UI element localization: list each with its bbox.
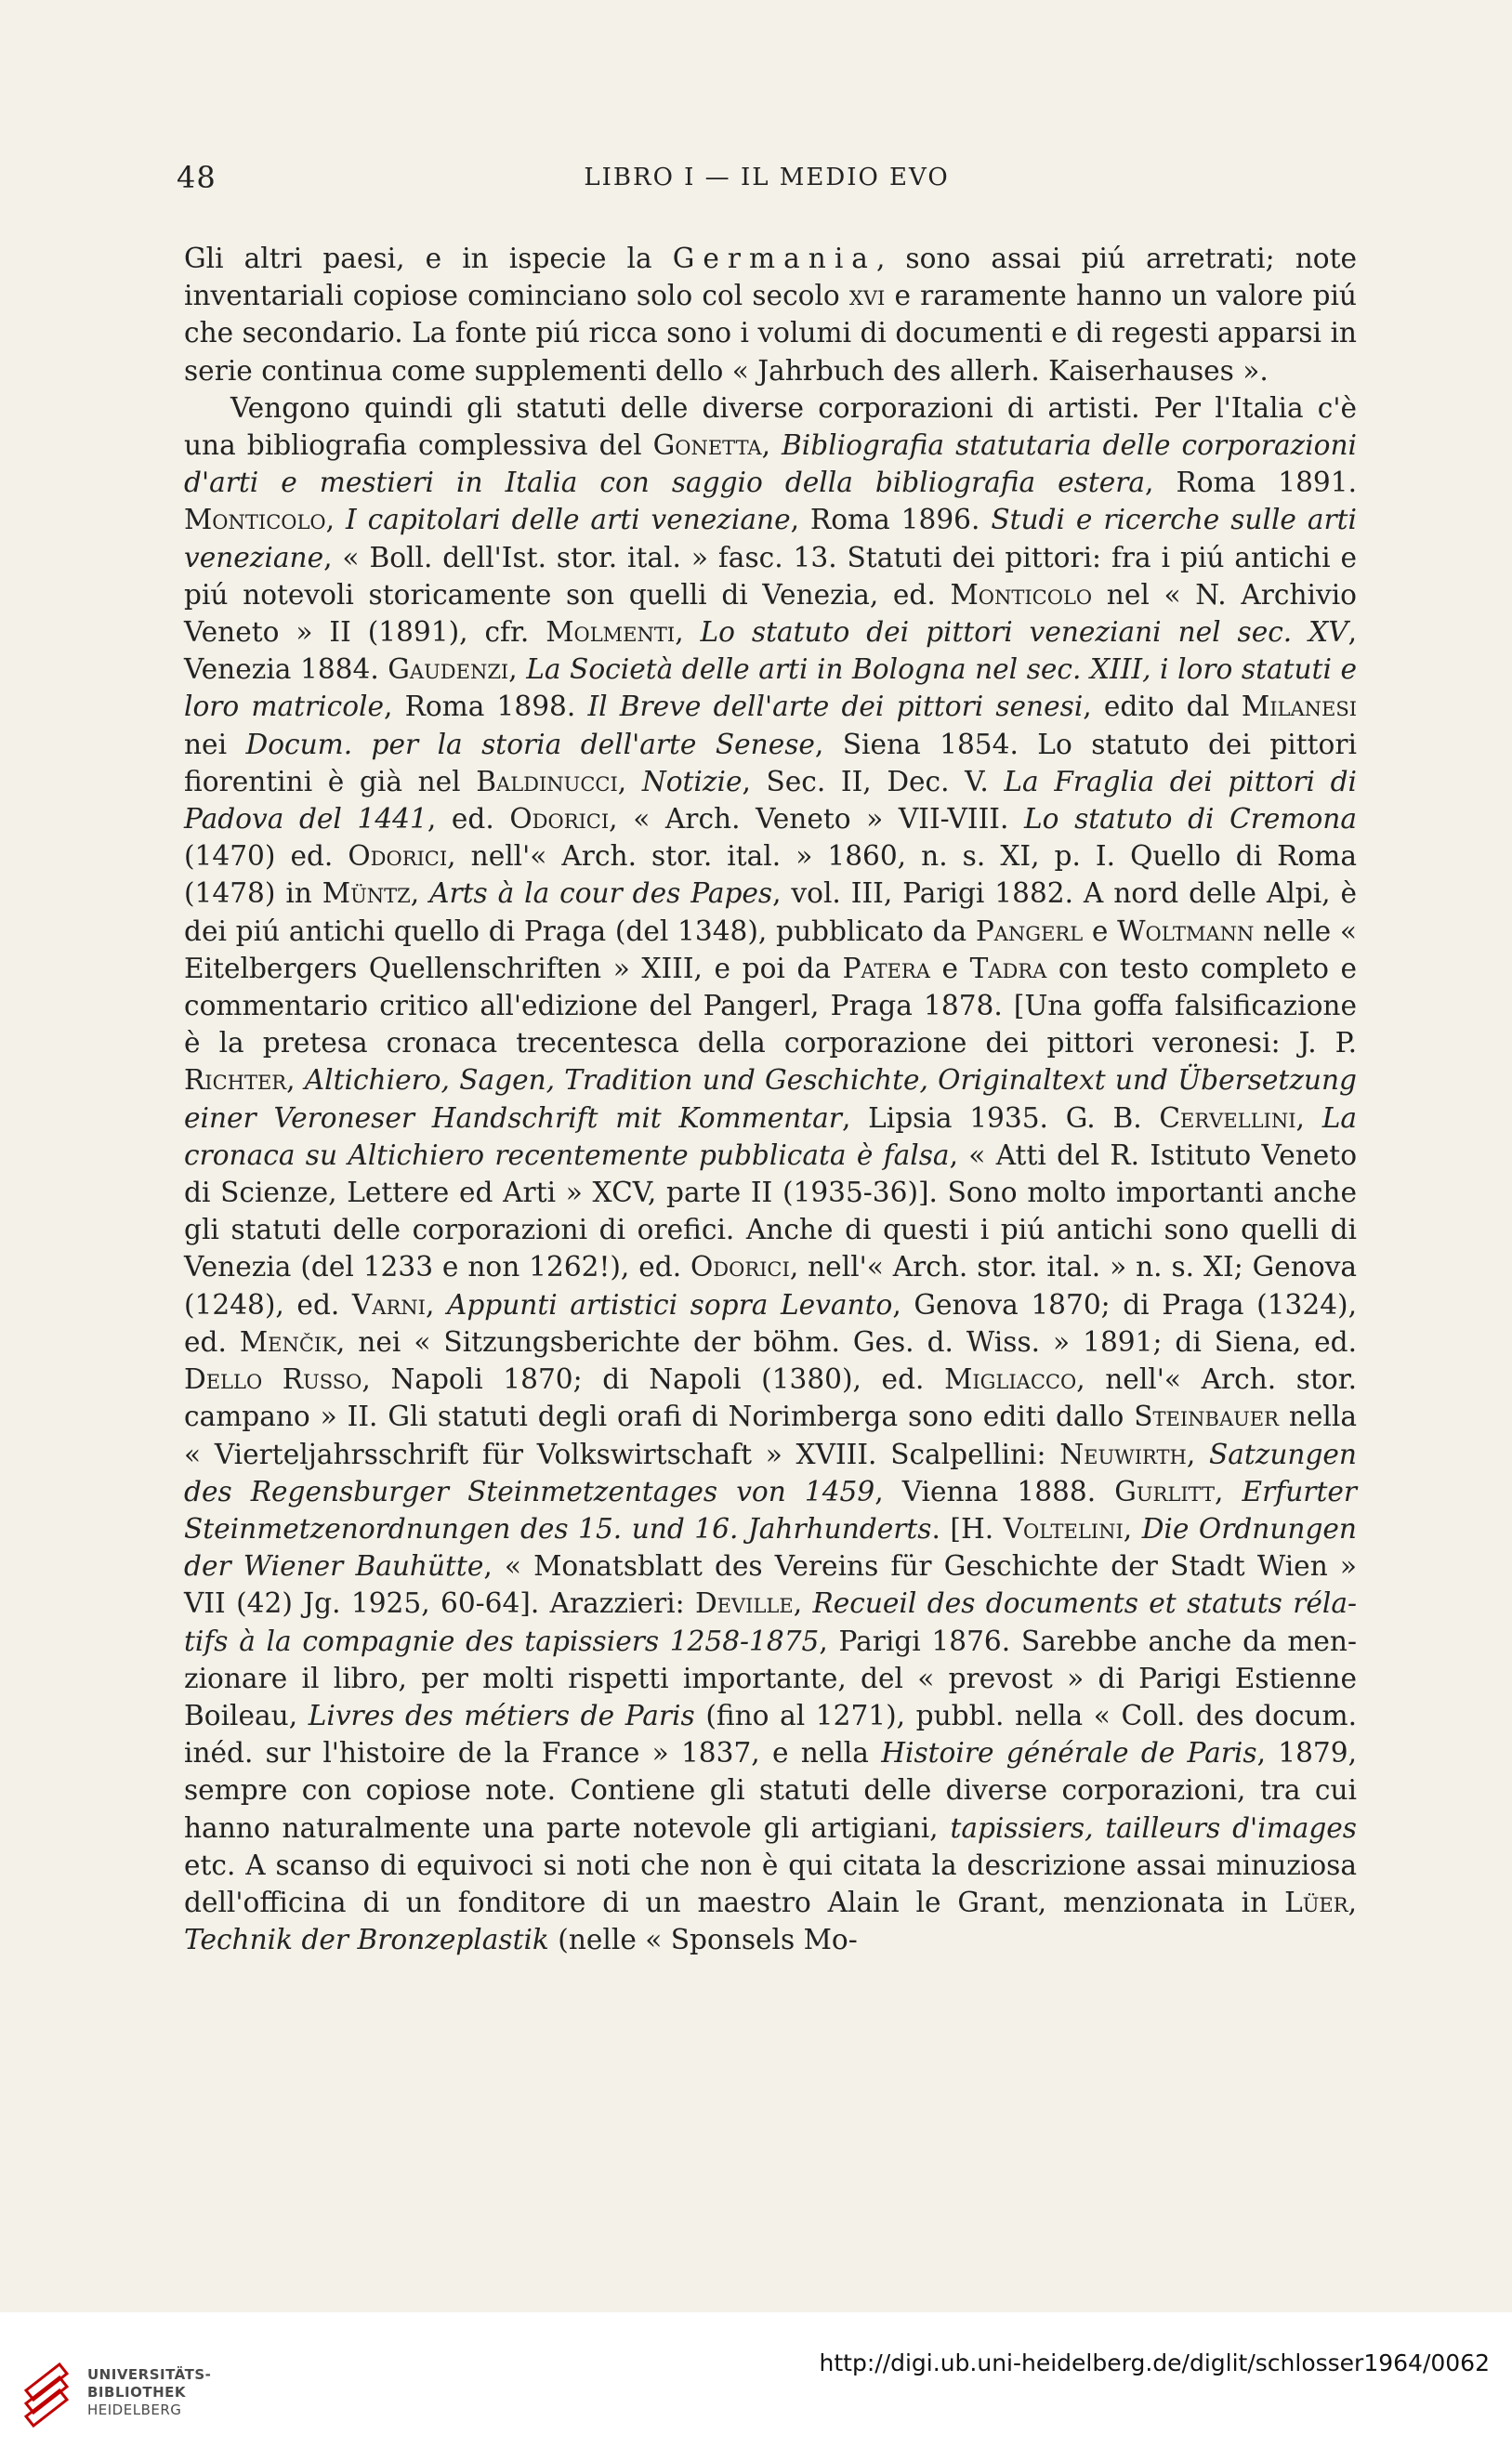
author-name: Dello Russo: [184, 1363, 362, 1396]
author-name: Odorici: [690, 1251, 790, 1283]
author-name: Steinbauer: [1134, 1401, 1279, 1433]
work-title: La cronaca su Altichiero recentemente pubblicata è falsa: [184, 1101, 1357, 1171]
author-name: Milanesi: [1241, 691, 1358, 723]
page-header: [177, 160, 1357, 197]
work-title: Altichiero, Sagen, Tradition und Geschichte, Originaltext und Übersetzung einer Veroneser Handschrift mit Kommentar: [184, 1064, 1357, 1134]
author-name: Odorici: [348, 840, 448, 873]
author-name: Deville: [694, 1587, 794, 1620]
work-title: Il Breve dell'arte dei pittori senesi: [587, 691, 1084, 723]
author-name: Monticolo: [950, 578, 1093, 611]
paragraph-1: Gli altri paesi, e in ispecie la Germania, sono assai piú arretrati; note inventariali copiose cominciano solo col secolo xvi e raramente hanno un valore piú che secondario. La fonte piú ricca sono i volumi di documenti e di regesti apparsi in serie continua come supplementi dello « Jahrbuch des allerh. Kaiserhauses ».: [184, 243, 1357, 387]
work-title: Histoire générale de Paris: [881, 1737, 1257, 1770]
work-title: La Fraglia dei pittori di Padova del 1441: [184, 765, 1358, 836]
work-title: Recueil des documents et statuts rélatifs à la compagnie des tapissiers 1258-1875: [184, 1587, 1357, 1657]
work-title: Erfurter Steinmetzenordnungen des 15. und 16. Jahrhunderts: [184, 1475, 1357, 1545]
author-name: Woltmann: [1117, 915, 1255, 947]
author-name: Migliacco: [944, 1363, 1077, 1396]
work-title: Technik der Bronzeplastik: [184, 1924, 549, 1956]
author-name: Molmenti: [546, 616, 676, 649]
author-name: Voltelini: [1003, 1512, 1124, 1545]
work-title: La Società delle arti in Bologna nel sec. XIII, i loro statuti e loro matricole: [184, 653, 1357, 723]
paragraph-2: Vengono quindi gli statuti delle diverse corporazioni di artisti. Per l'Italia c'è una bibliografia complessiva del Gonetta, Bibliografia statutaria delle corporazioni d'arti e mestieri in Italia con saggio della bibliografia estera, Roma 1891. Monticolo, I capitolari delle arti veneziane, Roma 1896. Studi e ricerche sulle arti veneziane, « Boll. dell'Ist. stor. ital. » fasc. 13. Statuti dei pittori: fra i piú antichi e piú notevoli storicamente son quelli di Venezia, ed. Monticolo nel « N. Archivio Veneto » II (1891), cfr. Molmenti, Lo statuto dei pittori veneziani nel sec. XV, Venezia 1884. Gaudenzi, La Società delle arti in Bologna nel sec. XIII, i loro statuti e loro matricole, Roma 1898. Il Breve dell'arte dei pittori senesi, edito dal Milanesi nei Docum. per la storia dell'arte Senese, Siena 1854. Lo statuto dei pittori fiorentini è già nel Baldinucci, Notizie, Sec. II, Dec. V. La Fraglia dei pittori di Padova del 1441, ed. Odorici, « Arch. Veneto » VII-VIII. Lo statuto di Cremona (1470) ed. Odorici, nell'« Arch. stor. ital. » 1860, n. s. XI, p. I. Quello di Roma (1478) in Müntz, Arts à la cour des Papes, vol. III, Parigi 1882. A nord delle Alpi, è dei piú antichi quello di Praga (del 1348), pubblicato da Pangerl e Woltmann nelle « Eitelbergers Quellenschriften » XIII, e poi da Patera e Tadra con testo completo e commentario critico all'edizione del Pangerl, Praga 1878. [Una goffa falsificazione è la pretesa cronaca trecentesca della corporazione dei pittori veronesi: J. P. Richter, Altichiero, Sagen, Tradition und Geschichte, Originaltext und Übersetzung einer Veroneser Handschrift mit Kommentar, Lipsia 1935. G. B. Cervellini, La cronaca su Altichiero recentemente pubblicata è falsa, « Atti del R. Istituto Veneto di Scienze, Lettere ed Arti » XCV, parte II (1935-36)]. Sono molto importanti anche gli statuti delle corporazioni di orefici. Anche di questi i piú antichi sono quelli di Venezia (del 1233 e non 1262!), ed. Odorici, nell'« Arch. stor. ital. » n. s. XI; Genova (1248), ed. Varni, Appunti artistici sopra Levanto, Genova 1870; di Praga (1324), ed. Menčik, nei « Sitzungsberichte der böhm. Ges. d. Wiss. » 1891; di Siena, ed. Dello Russo, Napoli 1870; di Napoli (1380), ed. Migliacco, nell'« Arch. stor. campano » II. Gli statuti degli orafi di Norimberga sono editi dallo Steinbauer nella « Vierteljahrsschrift für Volkswirtschaft » XVIII. Scalpellini: Neuwirth, Satzungen des Regensburger Steinmetzentages von 1459, Vienna 1888. Gurlitt, Erfurter Steinmetzenordnungen des 15. und 16. Jahrhunderts. [H. Voltelini, Die Ordnungen der Wiener Bauhütte, « Monatsblatt des Vereins für Geschichte der Stadt Wien » VII (42) Jg. 1925, 60-64]. Arazzieri: Deville, Recueil des documents et statuts rélatifs à la compagnie des tapissiers 1258-1875, Parigi 1876. Sarebbe anche da menzionare il libro, per molti rispetti importante, del « prevost » di Parigi Estienne Boileau, Livres des métiers de Paris (fino al 1271), pubbl. nella « Coll. des docum. inéd. sur l'histoire de la France » 1837, e nella Histoire générale de Paris, 1879, sempre con copiose note. Contiene gli statuti delle diverse corporazioni, tra cui hanno naturalmente una parte notevole gli artigiani, tapissiers, tailleurs d'images etc. A scanso di equivoci si noti che non è qui citata la descrizione assai minuziosa dell'officina di un fonditore di un maestro Alain le Grant, menzionata in Lüer, Technik der Bronzeplastik (nelle « Sponsels Mo-: [184, 391, 1358, 1956]
work-title: I capitolari delle arti veneziane: [346, 504, 791, 536]
work-title: Notizie: [641, 765, 743, 797]
library-logo-icon: [19, 2359, 74, 2433]
work-title: Lo statuto dei pittori veneziani nel sec. XV: [700, 616, 1348, 649]
body-text: [184, 240, 1357, 1958]
italic-phrase: tapissiers, tailleurs d'images: [950, 1811, 1357, 1844]
author-name: Richter: [184, 1064, 287, 1097]
work-title: Satzungen des Regensburger Steinmetzentages von 1459: [184, 1438, 1357, 1507]
author-name: Odorici: [509, 803, 610, 836]
work-title: Die Ordnungen der Wiener Bauhütte: [184, 1512, 1357, 1583]
author-name: Neuwirth: [1059, 1438, 1187, 1470]
running-title: LIBRO I — IL MEDIO EVO: [584, 164, 950, 191]
author-name: Gurlitt: [1114, 1475, 1216, 1507]
library-footer: [0, 2312, 1512, 2461]
author-name: Monticolo: [184, 504, 326, 536]
author-name: Menčik: [239, 1325, 336, 1358]
library-name: UNIVERSITÄTS- BIBLIOTHEK HEIDELBERG: [87, 2366, 212, 2418]
author-name: Lüer: [1284, 1886, 1348, 1918]
work-title: Bibliografia statutaria delle corporazioni d'arti e mestieri in Italia con saggio della bibliografia estera: [184, 429, 1357, 499]
work-title: Studi e ricerche sulle arti veneziane: [184, 504, 1357, 573]
author-name: Gonetta: [652, 429, 762, 462]
author-name: Gaudenzi: [388, 653, 509, 686]
author-name: Tadra: [969, 952, 1047, 984]
work-title: Docum. per la storia dell'arte Senese: [245, 728, 815, 760]
work-title: Lo statuto di Cremona: [1023, 803, 1357, 836]
author-name: Patera: [842, 952, 930, 984]
work-title: Arts à la cour des Papes: [429, 877, 773, 910]
spaced-word: Germania: [672, 243, 876, 274]
author-name: Varni: [351, 1288, 426, 1321]
author-name: Baldinucci: [476, 765, 618, 797]
author-name: Müntz: [322, 877, 411, 910]
source-url-link[interactable]: http://digi.ub.uni-heidelberg.de/diglit/schlosser1964/0062: [819, 2349, 1490, 2376]
work-title: Appunti artistici sopra Levanto: [446, 1288, 893, 1321]
author-name: Pangerl: [975, 915, 1084, 947]
page-number: 48: [177, 160, 217, 195]
work-title: Livres des métiers de Paris: [308, 1699, 695, 1731]
author-name: Cervellini: [1159, 1101, 1296, 1134]
